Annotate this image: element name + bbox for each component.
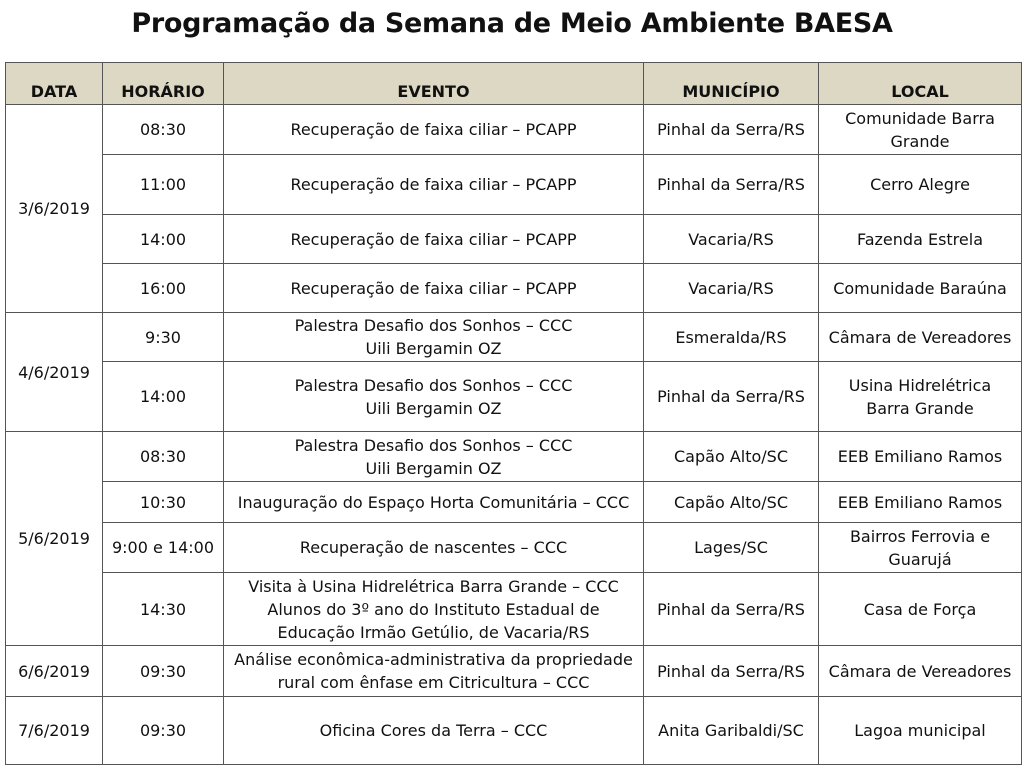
- event-cell: [224, 362, 644, 432]
- municipality-cell: Pinhal da Serra/RS: [644, 105, 819, 155]
- municipality-cell: Capão Alto/SC: [644, 432, 819, 482]
- time-cell: 11:00: [103, 155, 224, 215]
- event-cell: [224, 697, 644, 765]
- table-row: [6, 523, 1022, 573]
- time-cell: 09:30: [103, 646, 224, 697]
- location-cell: [819, 362, 1022, 432]
- municipality-cell: Pinhal da Serra/RS: [644, 155, 819, 215]
- table-row: [6, 432, 1022, 482]
- location-cell: [819, 573, 1022, 646]
- event-line: Palestra Desafio dos Sonhos – CCC: [294, 375, 573, 395]
- event-cell: [224, 264, 644, 313]
- municipality-cell: Pinhal da Serra/RS: [644, 646, 819, 697]
- schedule-table: [5, 62, 1022, 765]
- location-cell: [819, 264, 1022, 313]
- date-cell: 3/6/2019: [6, 105, 103, 313]
- event-line: Recuperação de faixa ciliar – PCAPP: [290, 278, 577, 298]
- date-cell: 5/6/2019: [6, 432, 103, 646]
- municipality-cell: Esmeralda/RS: [644, 313, 819, 362]
- location-cell: [819, 313, 1022, 362]
- event-cell: [224, 155, 644, 215]
- event-line: Oficina Cores da Terra – CCC: [319, 721, 548, 740]
- header-horario: HORÁRIO: [103, 63, 224, 105]
- table-row: [6, 105, 1022, 155]
- location-line: Câmara de Vereadores: [828, 327, 1012, 347]
- event-line: Visita à Usina Hidrelétrica Barra Grande – CCC: [248, 576, 619, 596]
- date-cell: 4/6/2019: [6, 313, 103, 432]
- header-evento: EVENTO: [224, 63, 644, 105]
- location-line: Barra Grande: [866, 398, 974, 418]
- event-cell: [224, 105, 644, 155]
- location-line: Comunidade Baraúna: [833, 278, 1007, 298]
- event-line: Recuperação de faixa ciliar – PCAPP: [290, 175, 577, 194]
- header-row: [6, 63, 1022, 105]
- location-line: EEB Emiliano Ramos: [837, 492, 1003, 512]
- location-line: Lagoa municipal: [854, 721, 986, 740]
- location-line: Grande: [890, 131, 950, 151]
- location-line: Comunidade Barra: [845, 108, 995, 128]
- location-line: Fazenda Estrela: [856, 229, 983, 249]
- location-cell: [819, 215, 1022, 264]
- location-cell: [819, 432, 1022, 482]
- time-cell: 9:00 e 14:00: [103, 523, 224, 573]
- event-cell: [224, 215, 644, 264]
- event-line: Recuperação de nascentes – CCC: [299, 538, 568, 557]
- event-cell: [224, 432, 644, 482]
- event-cell: [224, 523, 644, 573]
- table-row: [6, 155, 1022, 215]
- event-line: rural com ênfase em Citricultura – CCC: [277, 673, 590, 692]
- table-row: [6, 215, 1022, 264]
- header-local: LOCAL: [819, 63, 1022, 105]
- location-cell: [819, 155, 1022, 215]
- event-line: Recuperação de faixa ciliar – PCAPP: [290, 229, 577, 249]
- time-cell: 14:00: [103, 215, 224, 264]
- time-cell: 10:30: [103, 482, 224, 523]
- table-row: [6, 697, 1022, 765]
- schedule-body: [6, 105, 1022, 765]
- date-cell: 7/6/2019: [6, 697, 103, 765]
- time-cell: 16:00: [103, 264, 224, 313]
- table-row: [6, 482, 1022, 523]
- location-line: Bairros Ferrovia e: [849, 526, 991, 546]
- location-cell: [819, 523, 1022, 573]
- table-row: [6, 313, 1022, 362]
- municipality-cell: Vacaria/RS: [644, 215, 819, 264]
- location-cell: [819, 697, 1022, 765]
- time-cell: 14:00: [103, 362, 224, 432]
- event-line: Análise econômica-administrativa da propriedade: [234, 650, 633, 669]
- location-line: Câmara de Vereadores: [828, 661, 1012, 681]
- municipality-cell: Vacaria/RS: [644, 264, 819, 313]
- schedule-header: [6, 63, 1022, 105]
- location-line: EEB Emiliano Ramos: [837, 447, 1003, 466]
- time-cell: 14:30: [103, 573, 224, 646]
- location-line: Casa de Força: [863, 599, 977, 619]
- location-cell: [819, 482, 1022, 523]
- event-line: Palestra Desafio dos Sonhos – CCC: [294, 316, 573, 335]
- municipality-cell: Capão Alto/SC: [644, 482, 819, 523]
- location-line: Usina Hidrelétrica: [848, 375, 992, 395]
- municipality-cell: Pinhal da Serra/RS: [644, 573, 819, 646]
- event-cell: [224, 573, 644, 646]
- municipality-cell: Pinhal da Serra/RS: [644, 362, 819, 432]
- table-row: [6, 362, 1022, 432]
- time-cell: 9:30: [103, 313, 224, 362]
- location-line: Cerro Alegre: [870, 175, 970, 194]
- location-cell: [819, 105, 1022, 155]
- event-line: Palestra Desafio dos Sonhos – CCC: [294, 435, 573, 455]
- table-row: [6, 646, 1022, 697]
- event-cell: [224, 313, 644, 362]
- event-line: Uili Bergamin OZ: [365, 339, 502, 358]
- location-cell: [819, 646, 1022, 697]
- date-cell: 6/6/2019: [6, 646, 103, 697]
- table-row: [6, 264, 1022, 313]
- event-cell: [224, 482, 644, 523]
- event-line: Inauguração do Espaço Horta Comunitária – CCC: [237, 492, 630, 512]
- municipality-cell: Anita Garibaldi/SC: [644, 697, 819, 765]
- event-line: Educação Irmão Getúlio, de Vacaria/RS: [277, 622, 590, 642]
- event-line: Alunos do 3º ano do Instituto Estadual de: [267, 599, 600, 619]
- event-line: Uili Bergamin OZ: [365, 398, 502, 418]
- header-data: DATA: [6, 63, 103, 105]
- page-title: Programação da Semana de Meio Ambiente BAESA: [131, 8, 893, 39]
- municipality-cell: Lages/SC: [644, 523, 819, 573]
- event-cell: [224, 646, 644, 697]
- header-municipio: MUNICÍPIO: [644, 63, 819, 105]
- time-cell: 09:30: [103, 697, 224, 765]
- time-cell: 08:30: [103, 105, 224, 155]
- event-line: Recuperação de faixa ciliar – PCAPP: [290, 120, 577, 139]
- table-row: [6, 573, 1022, 646]
- location-line: Guarujá: [888, 549, 952, 569]
- time-cell: 08:30: [103, 432, 224, 482]
- event-line: Uili Bergamin OZ: [365, 458, 502, 478]
